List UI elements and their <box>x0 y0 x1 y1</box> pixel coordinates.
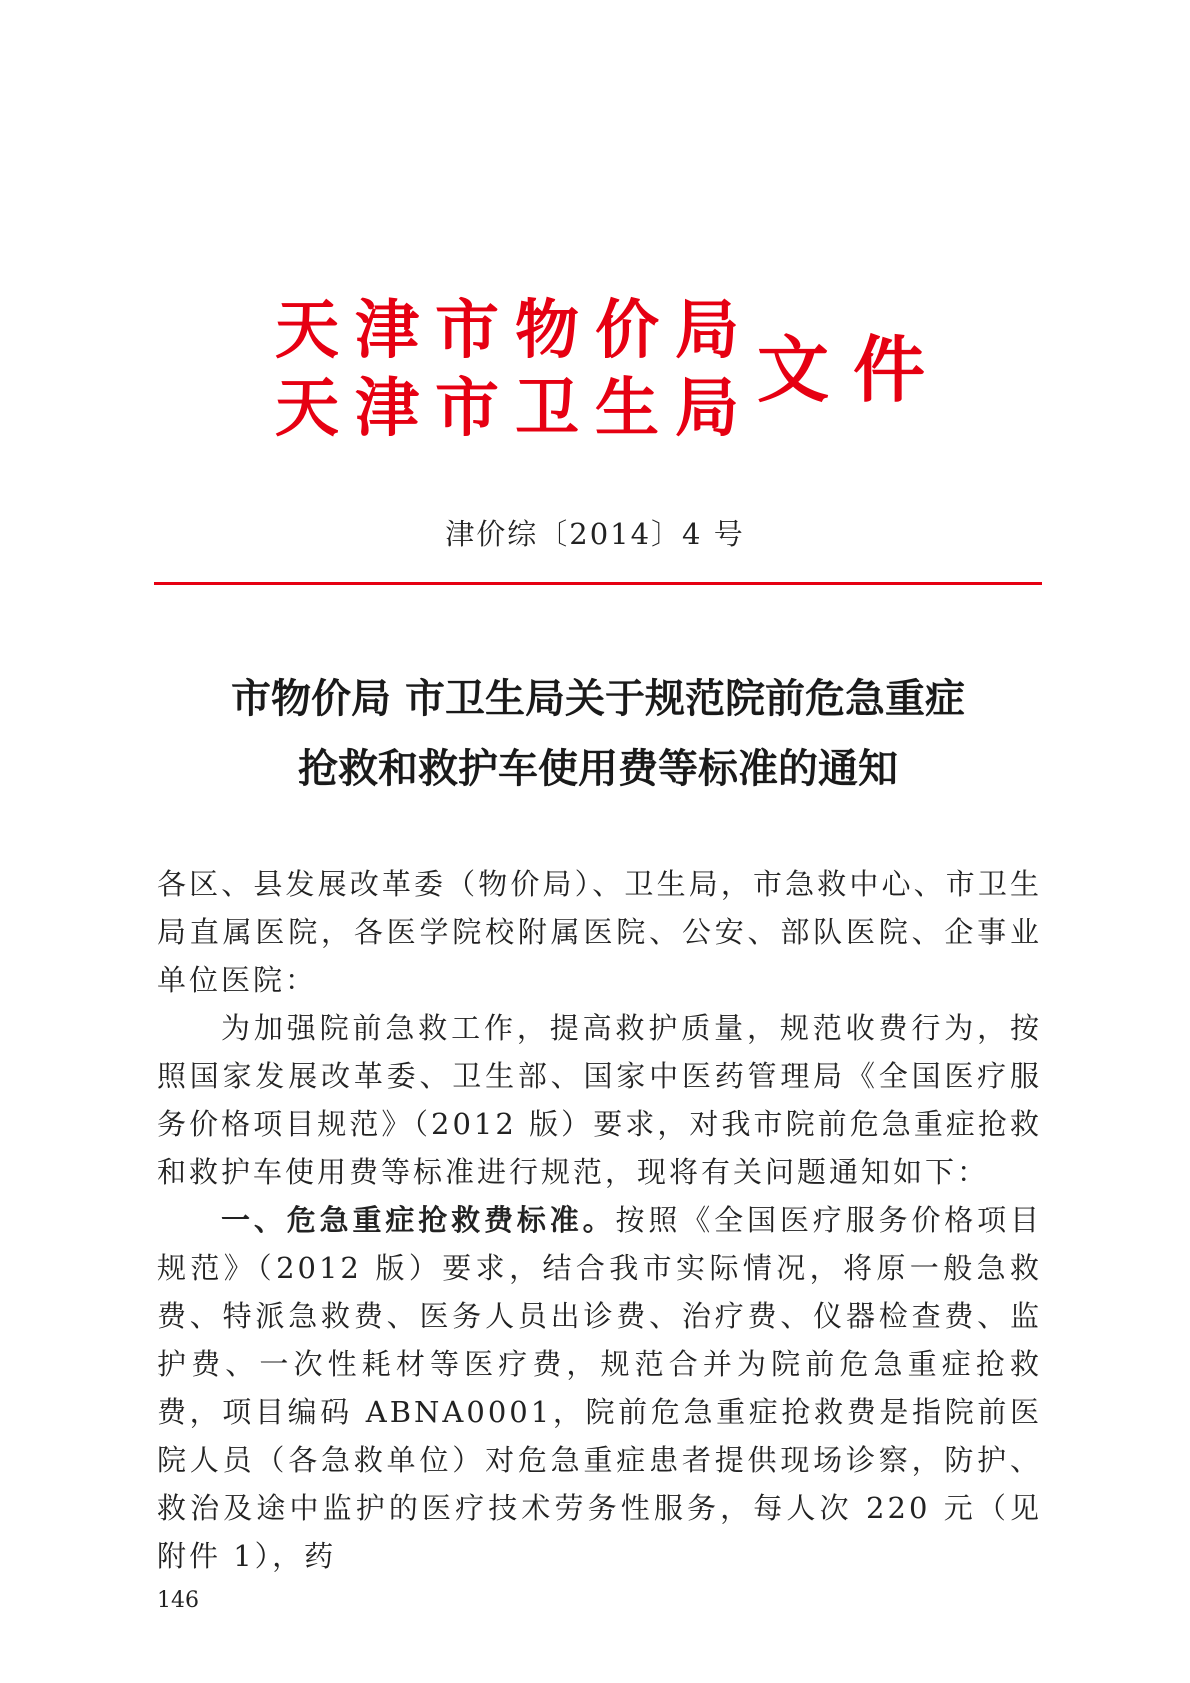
title-line-2: 抢救和救护车使用费等标准的通知 <box>298 746 898 792</box>
agency-name-price-bureau: 天津市物价局 <box>275 294 755 368</box>
document-type-word: 文件 <box>757 328 950 412</box>
agency-name-health-bureau: 天津市卫生局 <box>275 372 755 446</box>
addressees-paragraph: 各区、县发展改革委（物价局）、卫生局，市急救中心、市卫生局直属医院，各医学院校附属医院、公安、部队医院、企事业单位医院： <box>157 867 1042 997</box>
document-body <box>157 860 1042 1580</box>
page-number: 146 <box>157 1588 199 1613</box>
section-1-paragraph <box>157 1196 1042 1580</box>
section-1-text: 按照《全国医疗服务价格项目规范》（2012 版）要求，结合我市实际情况，将原一般急救费、特派急救费、医务人员出诊费、治疗费、仪器检查费、监护费、一次性耗材等医疗费，规范合并为院前危急重症抢救费，项目编码 ABNA0001，院前危急重症抢救费是指院前医院人员（各急救单位）对危急重症患者提供现场诊察，防护、救治及途中监护的医疗技术劳务性服务，每人次 220 元（见附件 1），药 <box>157 1203 1042 1573</box>
document-number: 津价综〔2014〕4 号 <box>445 517 745 551</box>
issuing-agencies <box>275 292 755 448</box>
red-divider-line <box>154 582 1042 585</box>
document-title <box>154 664 1042 804</box>
document-header <box>275 292 950 446</box>
title-line-1: 市物价局 市卫生局关于规范院前危急重症 <box>231 676 965 722</box>
section-1-heading: 一、危急重症抢救费标准。 <box>221 1203 616 1237</box>
intro-paragraph: 为加强院前急救工作，提高救护质量，规范收费行为，按照国家发展改革委、卫生部、国家中医药管理局《全国医疗服务价格项目规范》（2012 版）要求，对我市院前危急重症抢救和救护车使用费等标准进行规范，现将有关问题通知如下： <box>157 1011 1042 1189</box>
